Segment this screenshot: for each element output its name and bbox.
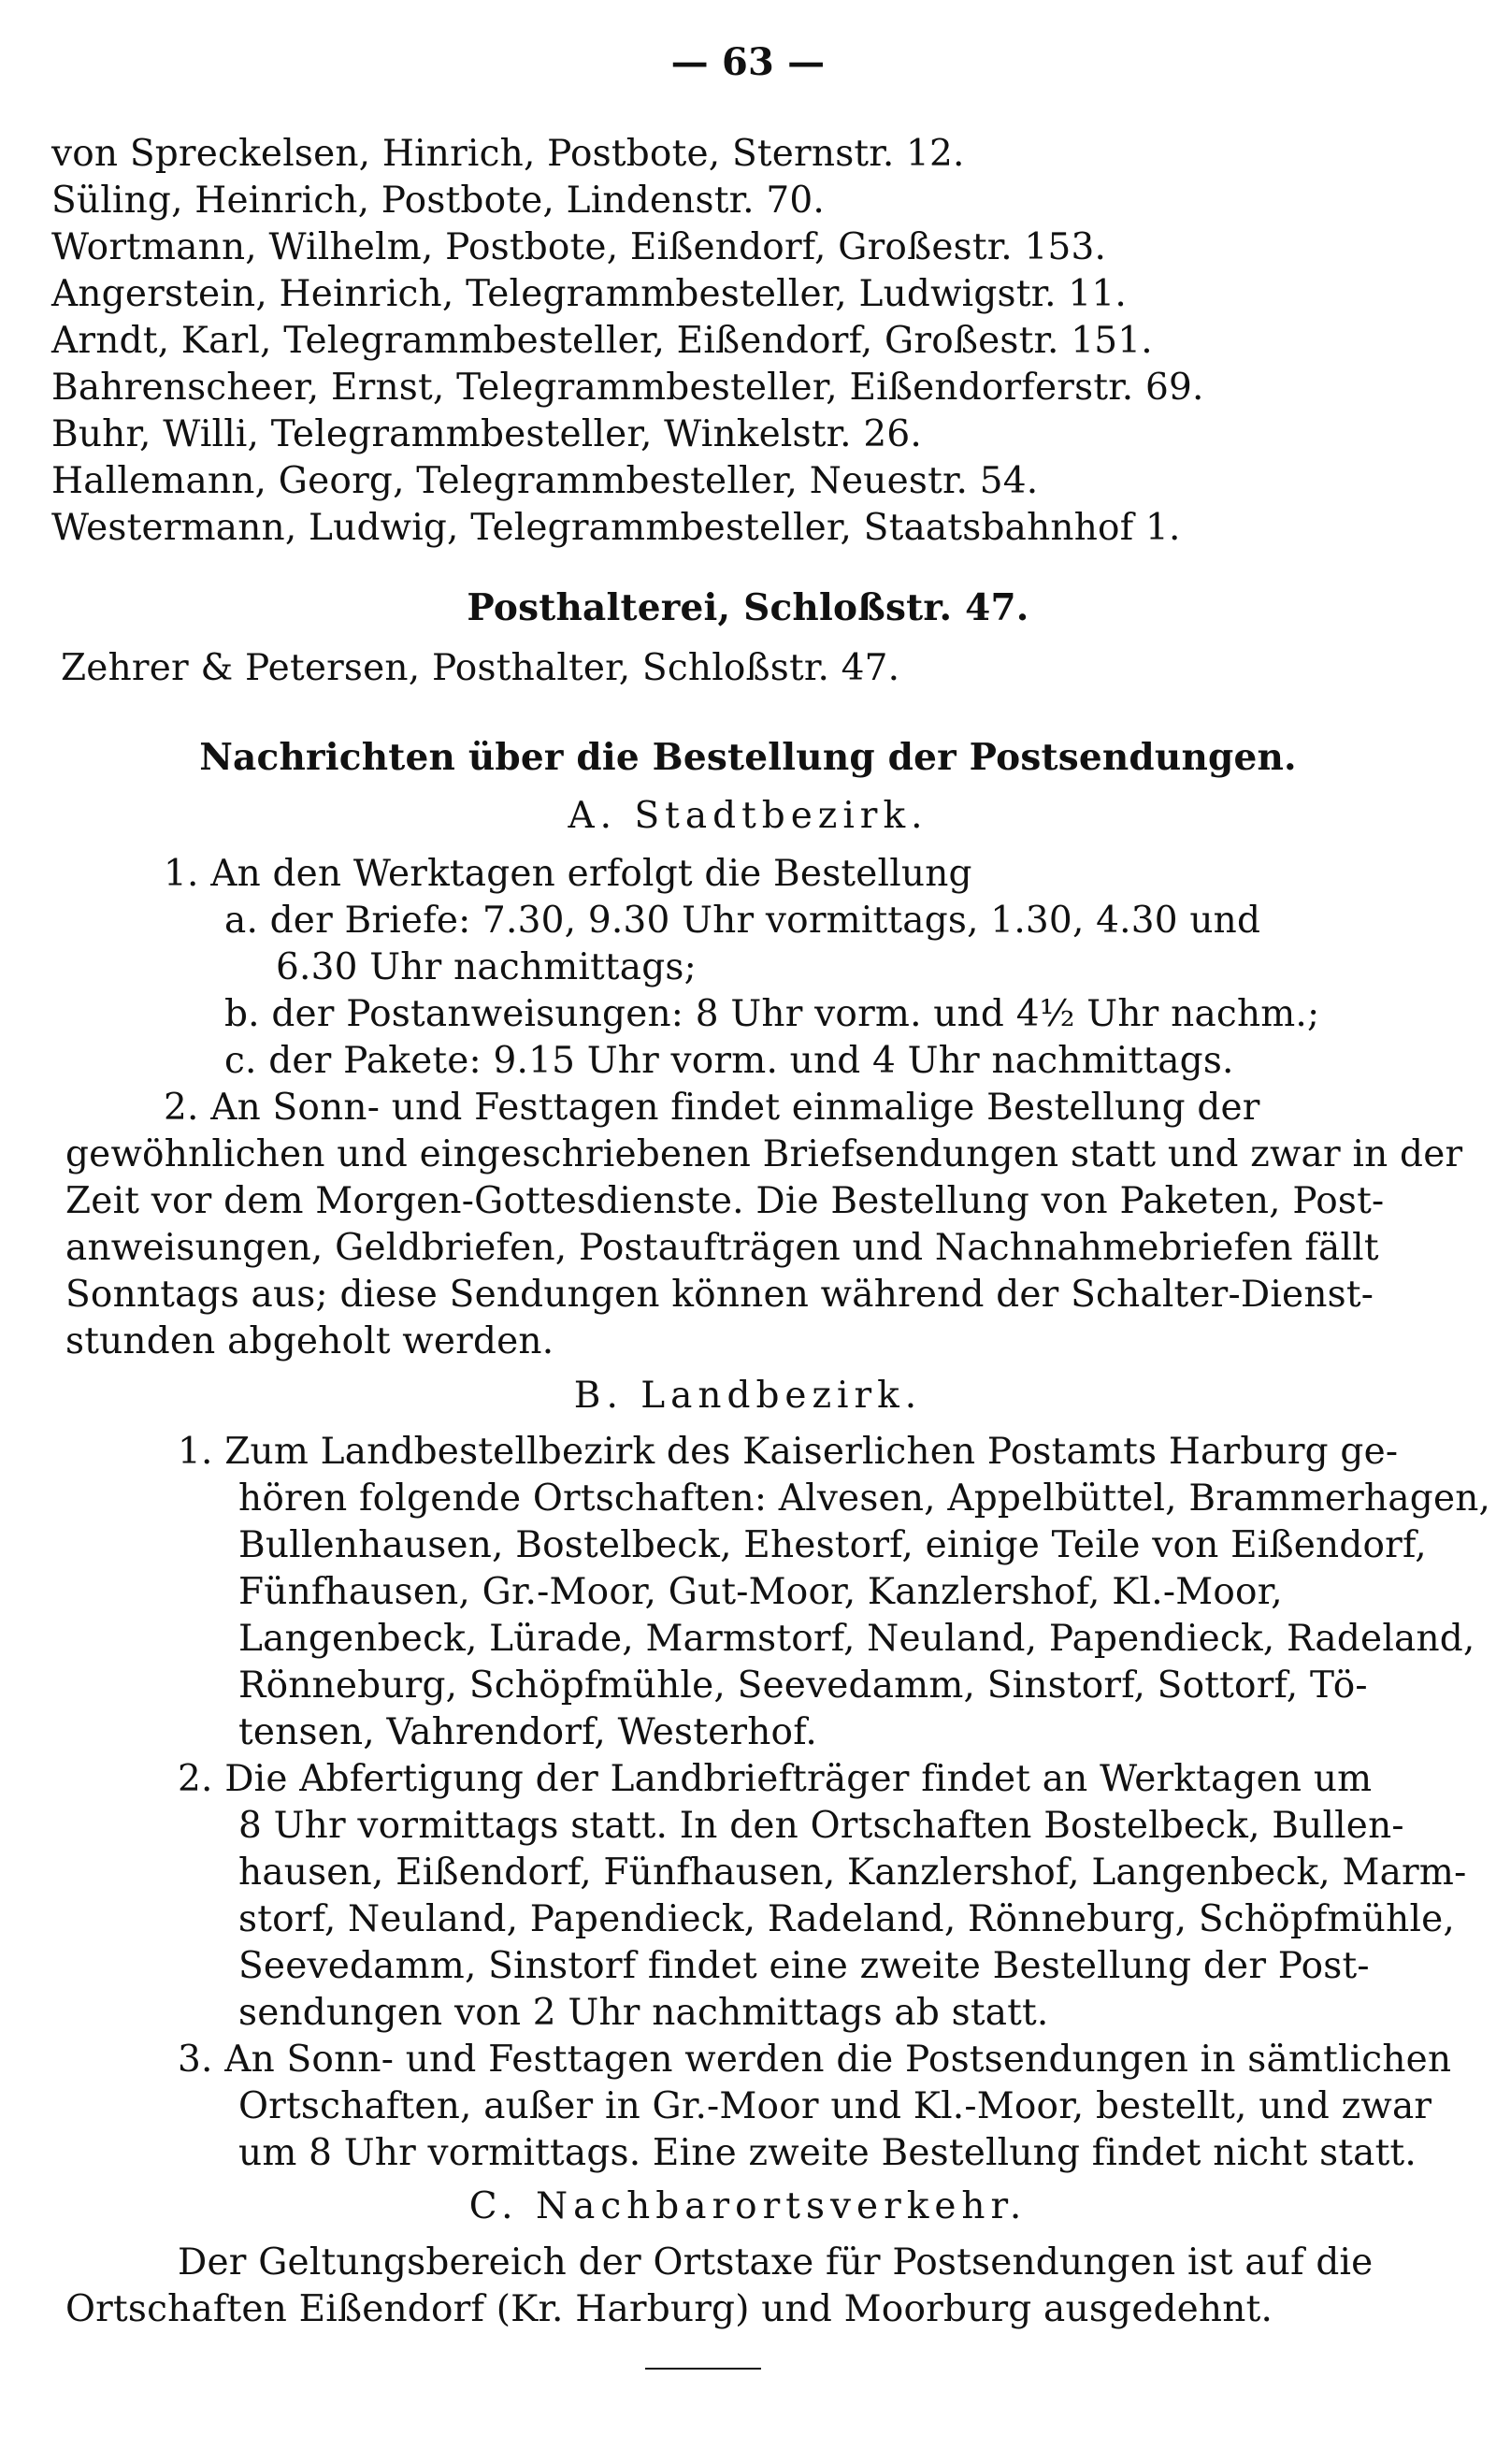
section-b-line: storf, Neuland, Papendieck, Radeland, Rönneburg, Schöpfmühle, <box>238 1898 1455 1940</box>
section-b-line: um 8 Uhr vormittags. Eine zweite Bestellung findet nicht statt. <box>238 2132 1417 2174</box>
page-number: — 63 — <box>670 40 826 84</box>
section-a-line: gewöhnlichen und eingeschriebenen Briefsendungen statt und zwar in der <box>65 1133 1463 1175</box>
staff-line: Angerstein, Heinrich, Telegrammbesteller, Ludwigstr. 11. <box>51 273 1127 315</box>
staff-line: Süling, Heinrich, Postbote, Lindenstr. 70. <box>51 180 825 222</box>
footer-rule <box>645 2368 761 2370</box>
section-a-line: Sonntags aus; diese Sendungen können während der Schalter-Dienst- <box>65 1274 1374 1316</box>
section-b-line: sendungen von 2 Uhr nachmittags ab statt. <box>238 1992 1049 2034</box>
section-a-line: Zeit vor dem Morgen-Gottesdienste. Die Bestellung von Paketen, Post- <box>65 1180 1385 1222</box>
section-b-line: 8 Uhr vormittags statt. In den Ortschaften Bostelbeck, Bullen- <box>238 1805 1404 1847</box>
section-a-line: a. der Briefe: 7.30, 9.30 Uhr vormittags, 1.30, 4.30 und <box>224 900 1261 942</box>
section-b-line: hören folgende Ortschaften: Alvesen, Appelbüttel, Brammerhagen, <box>238 1477 1491 1520</box>
section-c-line: Der Geltungsbereich der Ortstaxe für Postsendungen ist auf die <box>178 2241 1374 2284</box>
section-b-line: tensen, Vahrendorf, Westerhof. <box>238 1711 818 1753</box>
section-a-line: stunden abgeholt werden. <box>65 1320 554 1362</box>
staff-line: Wortmann, Wilhelm, Postbote, Eißendorf, Großestr. 153. <box>51 226 1107 268</box>
staff-line: Buhr, Willi, Telegrammbesteller, Winkelstr. 26. <box>51 413 923 455</box>
section-b-line: 2. Die Abfertigung der Landbriefträger findet an Werktagen um <box>178 1758 1373 1800</box>
staff-line: Bahrenscheer, Ernst, Telegrammbesteller, Eißendorferstr. 69. <box>51 367 1204 409</box>
section-a-line: 1. An den Werktagen erfolgt die Bestellung <box>164 853 972 895</box>
section-b-line: Rönneburg, Schöpfmühle, Seevedamm, Sinstorf, Sottorf, Tö- <box>238 1664 1368 1707</box>
section-b-line: 1. Zum Landbestellbezirk des Kaiserlichen Postamts Harburg ge- <box>178 1431 1399 1473</box>
section-c-heading: C. Nachbarortsverkehr. <box>468 2185 1028 2227</box>
staff-line: Westermann, Ludwig, Telegrammbesteller, Staatsbahnhof 1. <box>51 507 1181 549</box>
section-b-line: Seevedamm, Sinstorf findet eine zweite Bestellung der Post- <box>238 1945 1370 1987</box>
main-heading: Nachrichten über die Bestellung der Postsendungen. <box>199 736 1297 779</box>
section-c-line: Ortschaften Eißendorf (Kr. Harburg) und Moorburg ausgedehnt. <box>65 2288 1273 2330</box>
section-a-line: c. der Pakete: 9.15 Uhr vorm. und 4 Uhr nachmittags. <box>224 1040 1234 1082</box>
section-b-heading: B. Landbezirk. <box>573 1375 923 1417</box>
section-b-line: Langenbeck, Lürade, Marmstorf, Neuland, Papendieck, Radeland, <box>238 1618 1475 1660</box>
section-b-line: hausen, Eißendorf, Fünfhausen, Kanzlershof, Langenbeck, Marm- <box>238 1852 1467 1894</box>
section-a-line: anweisungen, Geldbriefen, Postaufträgen und Nachnahmebriefen fällt <box>65 1227 1379 1269</box>
section-b-line: Fünfhausen, Gr.-Moor, Gut-Moor, Kanzlershof, Kl.-Moor, <box>238 1571 1283 1613</box>
posthalterei-heading: Posthalterei, Schloßstr. 47. <box>467 586 1029 629</box>
section-b-line: 3. An Sonn- und Festtagen werden die Postsendungen in sämtlichen <box>178 2039 1452 2081</box>
staff-line: von Spreckelsen, Hinrich, Postbote, Sternstr. 12. <box>51 133 965 175</box>
section-a-line: 2. An Sonn- und Festtagen findet einmalige Bestellung der <box>164 1087 1260 1129</box>
section-b-line: Ortschaften, außer in Gr.-Moor und Kl.-Moor, bestellt, und zwar <box>238 2085 1432 2127</box>
staff-line: Hallemann, Georg, Telegrammbesteller, Neuestr. 54. <box>51 460 1039 502</box>
section-a-line: 6.30 Uhr nachmittags; <box>276 946 697 988</box>
section-a-line: b. der Postanweisungen: 8 Uhr vorm. und 4½ Uhr nachm.; <box>224 993 1320 1035</box>
staff-line: Arndt, Karl, Telegrammbesteller, Eißendorf, Großestr. 151. <box>51 320 1153 362</box>
section-a-heading: A. Stadtbezirk. <box>568 795 928 837</box>
section-b-line: Bullenhausen, Bostelbeck, Ehestorf, einige Teile von Eißendorf, <box>238 1524 1427 1566</box>
posthalterei-entry: Zehrer & Petersen, Posthalter, Schloßstr. 47. <box>61 647 900 689</box>
